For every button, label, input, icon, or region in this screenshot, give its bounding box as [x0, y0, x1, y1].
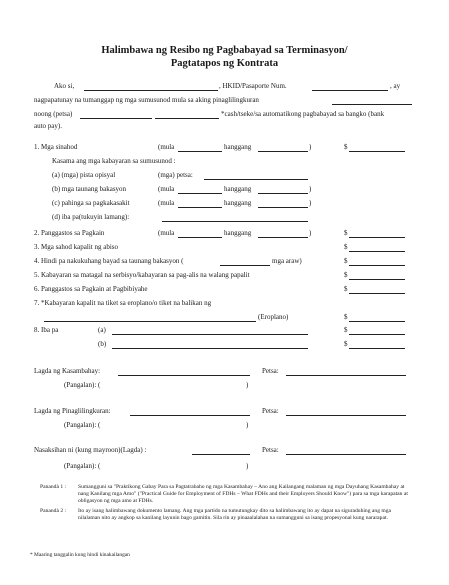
item-1c-hanggang: hanggang	[224, 199, 252, 207]
item-4-dollar: $	[344, 257, 348, 265]
note-1-label: Panandà 1 :	[40, 484, 67, 490]
item-6-amount-blank[interactable]	[349, 293, 405, 294]
item-1d-label: (d) iba pa(tukuyin lamang):	[52, 213, 130, 221]
item-2-amount-blank[interactable]	[349, 237, 405, 238]
item-8b-dollar: $	[344, 340, 348, 348]
hkid-blank[interactable]	[312, 90, 388, 91]
sig-employer-close: )	[246, 421, 249, 429]
item-1b-to-blank[interactable]	[258, 193, 308, 194]
sig-employer-pangalan: (Pangalan): (	[64, 421, 101, 429]
item-7-amount-blank[interactable]	[349, 321, 405, 322]
sig-kasambahay-date-blank[interactable]	[286, 375, 406, 376]
item-1-close: )	[309, 143, 312, 151]
item-1c-label: (c) pahinga sa pagkakasakit	[52, 199, 130, 207]
sig-witness-blank[interactable]	[192, 454, 250, 455]
amount-blank[interactable]	[155, 118, 219, 119]
employer-blank[interactable]	[332, 104, 412, 105]
kasama-label: Kasama ang mga kabayaran sa sumusunod :	[52, 157, 176, 165]
item-1-hanggang: hanggang	[224, 143, 252, 151]
sig-employer-blank[interactable]	[130, 415, 250, 416]
item-3-label: 3. Mga sahod kapalit ng abiso	[34, 243, 118, 251]
sig-kasambahay-pangalan: (Pangalan): (	[64, 381, 101, 389]
item-1b-from-blank[interactable]	[178, 193, 222, 194]
item-1a-label: (a) (mga) pista opisyal	[52, 171, 116, 179]
item-1a-petsa: (mga) petsa:	[158, 171, 193, 179]
intro-ay: , ay	[390, 82, 401, 90]
item-7-ticket-blank[interactable]	[44, 321, 256, 322]
item-8b-blank[interactable]	[112, 348, 308, 349]
sig-kasambahay-petsa: Petsa:	[262, 367, 279, 375]
note-1-text: Sumangguni sa "Praktikong Gabay Para sa Pagtatrabaho ng mga Kasambahay – Ano ang Kailangang malaman ng mga Dayuhang Kasambahay at nang Kanilang mga Amo" ("Practical Guide for Employment of FDHs – What FDHs and their Employers Should Know") para sa mga karapatan at obligasyon ng mga amo at FDHs.	[78, 484, 408, 505]
item-8-label: 8. Iba pa	[34, 326, 59, 334]
item-4-mga-araw: mga araw)	[272, 257, 302, 265]
intro-noong-petsa: noong (petsa)	[34, 110, 73, 118]
sig-employer-date-blank[interactable]	[286, 415, 406, 416]
item-8a-blank[interactable]	[112, 334, 308, 335]
item-8a-dollar: $	[344, 326, 348, 334]
item-1c-close: )	[309, 199, 312, 207]
document-title-line2: Pagtatapos ng Kontrata	[170, 58, 279, 69]
item-1-mula: (mula	[158, 143, 175, 151]
item-7-dollar: $	[344, 313, 348, 321]
item-2-to-blank[interactable]	[258, 237, 308, 238]
item-6-dollar: $	[344, 285, 348, 293]
item-1-label: 1. Mga sinahod	[34, 143, 78, 151]
item-3-amount-blank[interactable]	[349, 251, 405, 252]
item-2-close: )	[309, 229, 312, 237]
sig-employer-label: Lagda ng Pinaglilingkuran:	[34, 407, 111, 415]
item-7-label: 7. *Kabayaran kapalit na tiket sa eroplano/o tiket na balikan ng	[34, 299, 212, 307]
item-5-amount-blank[interactable]	[349, 279, 405, 280]
footnote: * Maaring tanggalin kung hindi kinakailangan	[30, 552, 130, 558]
item-1c-from-blank[interactable]	[178, 207, 222, 208]
intro-hkid: , HKID/Pasaporte Num.	[219, 82, 287, 90]
item-4-label: 4. Hindi pa nakukuhang bayad sa taunang bakasyon (	[34, 257, 184, 265]
intro-line2: nagpapatunay na tumanggap ng mga sumusunod mula sa aking pinaglilingkuran	[34, 96, 259, 104]
item-8b-amount-blank[interactable]	[349, 348, 405, 349]
item-4-days-blank[interactable]	[220, 265, 270, 266]
item-2-label: 2. Panggastos sa Pagkain	[34, 229, 105, 237]
item-2-dollar: $	[344, 229, 348, 237]
item-1d-blank[interactable]	[162, 221, 308, 222]
sig-employer-petsa: Petsa:	[262, 407, 279, 415]
item-1b-mula: (mula	[158, 185, 175, 193]
item-1c-to-blank[interactable]	[258, 207, 308, 208]
item-1-amount-blank[interactable]	[349, 151, 405, 152]
sig-kasambahay-close: )	[246, 381, 249, 389]
date-blank[interactable]	[80, 118, 152, 119]
sig-witness-pangalan: (Pangalan): (	[64, 462, 101, 470]
item-2-from-blank[interactable]	[178, 237, 222, 238]
sig-witness-date-blank[interactable]	[286, 454, 406, 455]
item-1b-label: (b) mga taunang bakasyon	[52, 185, 127, 193]
intro-payment-method: *cash/tseke/sa automatikong pagbabayad sa bangko (bank	[221, 110, 385, 118]
item-3-dollar: $	[344, 243, 348, 251]
item-2-hanggang: hanggang	[224, 229, 252, 237]
note-2-text: Ito ay isang halimbawang dokumento lamang. Ang mga partido na tumutungkay dito sa halimbawang ito ay dapat na siguraduhing ang mga nilalaman nito ay angkop sa kanilang layunin bago gamitin. Sila rin ay pinaaalalahan na sumangguni sa isang propesyonal kung nararapat.	[78, 508, 392, 522]
item-8a-label: (a)	[98, 326, 106, 334]
item-8a-amount-blank[interactable]	[349, 334, 405, 335]
note-2-label: Panandà 2 :	[40, 508, 67, 514]
document-title-line1: Halimbawa ng Resibo ng Pagbabayad sa Terminasyon/	[101, 45, 348, 56]
item-1-from-blank[interactable]	[178, 151, 222, 152]
intro-ako-si: Ako si,	[54, 82, 75, 90]
sig-kasambahay-label: Lagda ng Kasambahay:	[34, 367, 101, 375]
item-1-dollar: $	[344, 143, 348, 151]
item-5-label: 5. Kabayaran sa matagal na serbisyo/kabayaran sa pag-alis na walang papalit	[34, 271, 250, 279]
item-4-amount-blank[interactable]	[349, 265, 405, 266]
intro-line4: auto pay).	[34, 122, 62, 130]
item-6-label: 6. Panggastos sa Pagkain at Pagbibiyahe	[34, 285, 148, 293]
sig-kasambahay-blank[interactable]	[118, 375, 250, 376]
item-8b-label: (b)	[98, 340, 107, 348]
item-1b-close: )	[309, 185, 312, 193]
sig-witness-label: Nasaksihan ni (kung mayroon)(Lagda) :	[34, 446, 147, 454]
sig-witness-close: )	[246, 462, 249, 470]
item-7-eroplano: (Eroplano)	[258, 313, 289, 321]
sig-witness-petsa: Petsa:	[262, 446, 279, 454]
name-blank[interactable]	[84, 90, 218, 91]
item-1c-mula: (mula	[158, 199, 175, 207]
item-5-dollar: $	[344, 271, 348, 279]
item-1-to-blank[interactable]	[258, 151, 308, 152]
item-1a-dates-blank[interactable]	[204, 179, 308, 180]
item-2-mula: (mula	[158, 229, 175, 237]
item-1b-hanggang: hanggang	[224, 185, 252, 193]
